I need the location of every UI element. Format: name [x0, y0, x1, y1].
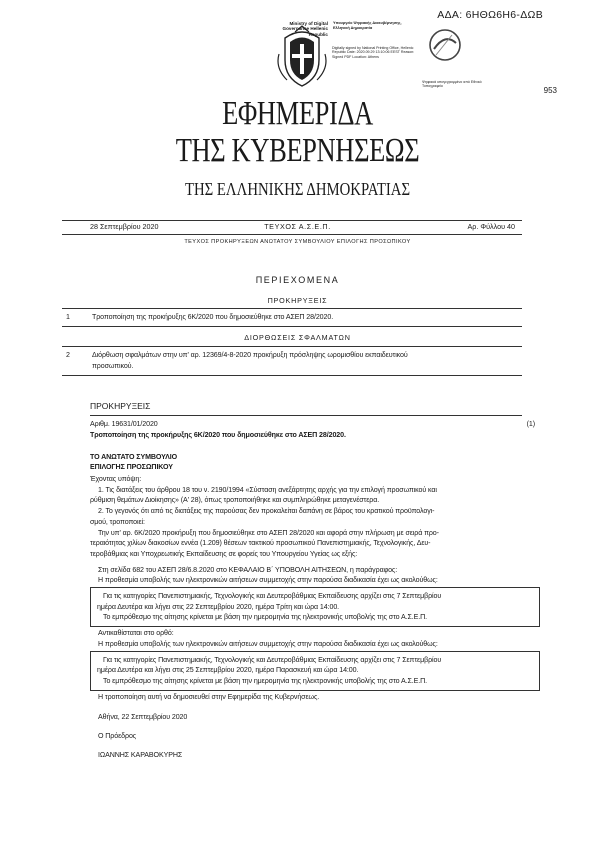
ada-code: ΑΔΑ: 6ΗΘΩ6Η6-ΔΩΒ: [437, 9, 543, 21]
amend-b: τεραιότητας χιλίων διακοσίων εννέα (1.209) θέσεων τακτικού προσωπικού Πανεπιστημιακής, Τεχνολογικής, Δευ-: [90, 539, 431, 548]
contents-rule-4: [62, 375, 522, 376]
issue-top-rule: [62, 220, 522, 221]
issue-volume: ΤΕΥΧΟΣ Α.Σ.Ε.Π.: [264, 222, 331, 231]
contents-item-2-text: [92, 350, 522, 371]
digital-signature-seal-icon: [422, 21, 468, 81]
article-section: ΠΡΟΚΗΡΥΞΕΙΣ: [90, 401, 151, 411]
contents-item-2-number: 2: [66, 351, 70, 359]
signature-label: Ψηφιακά υπογεγραμμένο από Εθνικό Τυπογραφείο: [422, 80, 482, 89]
contents-item-2-line1: Διόρθωση σφαλμάτων στην υπ' αρ. 12369/4-8-2020 προκήρυξη πρόσληψης ωρομισθίου εκπαιδευτικού: [92, 351, 408, 359]
contents-item-1-number: 1: [66, 313, 70, 321]
new-box-line2: ημέρα Δευτέρα και λήγει στις 25 Σεπτεμβρίου 2020, ημέρα Παρασκευή και ώρα 14:00.: [97, 666, 359, 675]
article-ref: Αριθμ. 19631/01/2020: [90, 420, 158, 428]
contents-section-announcements: ΠΡΟΚΗΡΥΞΕΙΣ: [267, 296, 328, 305]
authority-line1: ΤΟ ΑΝΩΤΑΤΟ ΣΥΜΒΟΥΛΙΟ: [90, 453, 178, 461]
old-box-line3: Το εμπρόθεσμο της αίτησης κρίνεται με βάση την ημερομηνία της ηλεκτρονικής υποβολής της στο Α.Σ.Ε.Π.: [103, 613, 428, 622]
contents-rule-2: [62, 326, 522, 327]
place-date: Αθήνα, 22 Σεπτεμβρίου 2020: [98, 713, 188, 722]
old-box-line2: ημέρα Δευτέρα και λήγει στις 22 Σεπτεμβρίου 2020, ημέρα Τρίτη και ώρα 14:00.: [97, 602, 340, 611]
considering: Έχοντας υπόψη:: [90, 475, 142, 483]
new-box-line3: Το εμπρόθεσμο της αίτησης κρίνεται με βάση την ημερομηνία της ηλεκτρονικής υποβολής της στο Α.Σ.Ε.Π.: [103, 676, 428, 685]
article-title: Τροποποίηση της προκήρυξης 6Κ/2020 που δημοσιεύθηκε στο ΑΣΕΠ 28/2020.: [90, 431, 346, 439]
point-2b: σμού, τροποποιεί:: [90, 517, 145, 526]
masthead-title: ΕΦΗΜΕΡΙΔΑ: [222, 95, 373, 132]
issue-subtitle: ΤΕΥΧΟΣ ΠΡΟΚΗΡΥΞΕΩΝ ΑΝΩΤΑΤΟΥ ΣΥΜΒΟΥΛΙΟΥ ΕΠΙΛΟΓΗΣ ΠΡΟΣΩΠΙΚΟΥ: [184, 239, 411, 245]
ministry-en: Ministry of Digital Governance Hellenic Republic: [282, 21, 328, 37]
deadline-intro-new: Η προθεσμία υποβολής των ηλεκτρονικών αιτήσεων συμμετοχής στην παρούσα διαδικασία έχει ως ακολούθως:: [98, 639, 438, 648]
signatory-name: ΙΩΑΝΝΗΣ ΚΑΡΑΒΟΚΥΡΗΣ: [98, 750, 183, 759]
new-box-line1: Για τις κατηγορίες Πανεπιστημιακής, Τεχνολογικής και Δευτεροβάθμιας Εκπαίδευσης αρχίζει στις 7 Σεπτεμβρίου: [103, 655, 442, 664]
point-2a: 2. Το γεγονός ότι από τις διατάξεις της παρούσας δεν προκαλείται δαπάνη σε βάρος του κρατικού προϋπολογι-: [98, 507, 435, 516]
article-body: [90, 474, 540, 760]
signatory-role: Ο Πρόεδρος: [98, 732, 137, 741]
point-1b: ρύθμιση θεμάτων Διοίκησης» (Α' 28), όπως τροποποιήθηκε και συμπληρώθηκε μεταγενέστερα.: [90, 496, 380, 505]
new-deadline-box: [90, 651, 540, 691]
signature-details: Digitally signed by National Printing Office, Hellenic Republic Date: 2020.09.29 13:10:06 EEST Reason: Signed PDF Location: Athens: [332, 46, 415, 59]
publication-order: Η τροποποίηση αυτή να δημοσιευθεί στην Εφημερίδα της Κυβερνήσεως.: [98, 692, 320, 701]
old-box-line1: Για τις κατηγορίες Πανεπιστημιακής, Τεχνολογικής και Δευτεροβάθμιας Εκπαίδευσης αρχίζει στις 7 Σεπτεμβρίου: [103, 592, 442, 601]
authority-line2: ΕΠΙΛΟΓΗΣ ΠΡΟΣΩΠΙΚΟΥ: [90, 463, 173, 471]
amend-c: τεροβάθμιας και Υποχρεωτικής Εκπαίδευσης σε φορείς του Υπουργείου Υγείας ως εξής:: [90, 549, 358, 558]
replace-correct: Αντικαθίσταται στο ορθό:: [98, 629, 174, 638]
amend-a: Την υπ' αρ. 6Κ/2020 προκήρυξη που δημοσιεύθηκε στο ΑΣΕΠ 28/2020 και αφορά στην πλήρωση με σειρά προ-: [98, 528, 439, 537]
ministry-gr: Υπουργείο Ψηφιακής Διακυβέρνησης, Ελληνική Δημοκρατία: [333, 21, 402, 30]
masthead-title-line2: ΤΗΣ ΚΥΒΕΡΝΗΣΕΩΣ: [175, 132, 420, 169]
masthead-subtitle: ΤΗΣ ΕΛΛΗΝΙΚΗΣ ΔΗΜΟΚΡΑΤΙΑΣ: [184, 179, 411, 199]
contents-title: ΠΕΡΙΕΧΟΜΕΝΑ: [255, 275, 340, 285]
old-deadline-box: [90, 587, 540, 627]
deadline-intro-old: Η προθεσμία υποβολής των ηλεκτρονικών αιτήσεων συμμετοχής στην παρούσα διαδικασία έχει ως ακολούθως:: [98, 576, 438, 585]
contents-item-1-text: Τροποποίηση της προκήρυξης 6Κ/2020 που δημοσιεύθηκε στο ΑΣΕΠ 28/2020.: [92, 313, 334, 321]
page-number: 953: [543, 86, 557, 95]
contents-item-2-line2: προσωπικού.: [92, 361, 134, 370]
point-1a: 1. Τις διατάξεις του άρθρου 18 του ν. 2190/1994 «Σύσταση ανεξάρτητης αρχής για την επιλογή προσωπικού και: [98, 485, 437, 494]
issue-bottom-rule: [62, 234, 522, 235]
page-reference: Στη σελίδα 682 του ΑΣΕΠ 28/6.8.2020 στο ΚΕΦΑΛΑΙΟ Β΄ ΥΠΟΒΟΛΗ ΑΙΤΗΣΕΩΝ, η παράγραφος:: [98, 565, 398, 574]
article-ref-number: (1): [526, 420, 535, 428]
article-rule: [90, 415, 522, 416]
issue-date: 28 Σεπτεμβρίου 2020: [90, 222, 159, 231]
issue-sheet: Αρ. Φύλλου 40: [467, 222, 515, 231]
contents-rule-3: [62, 346, 522, 347]
contents-rule-1: [62, 308, 522, 309]
contents-section-corrections: ΔΙΟΡΘΩΣΕΙΣ ΣΦΑΛΜΑΤΩΝ: [244, 333, 351, 342]
